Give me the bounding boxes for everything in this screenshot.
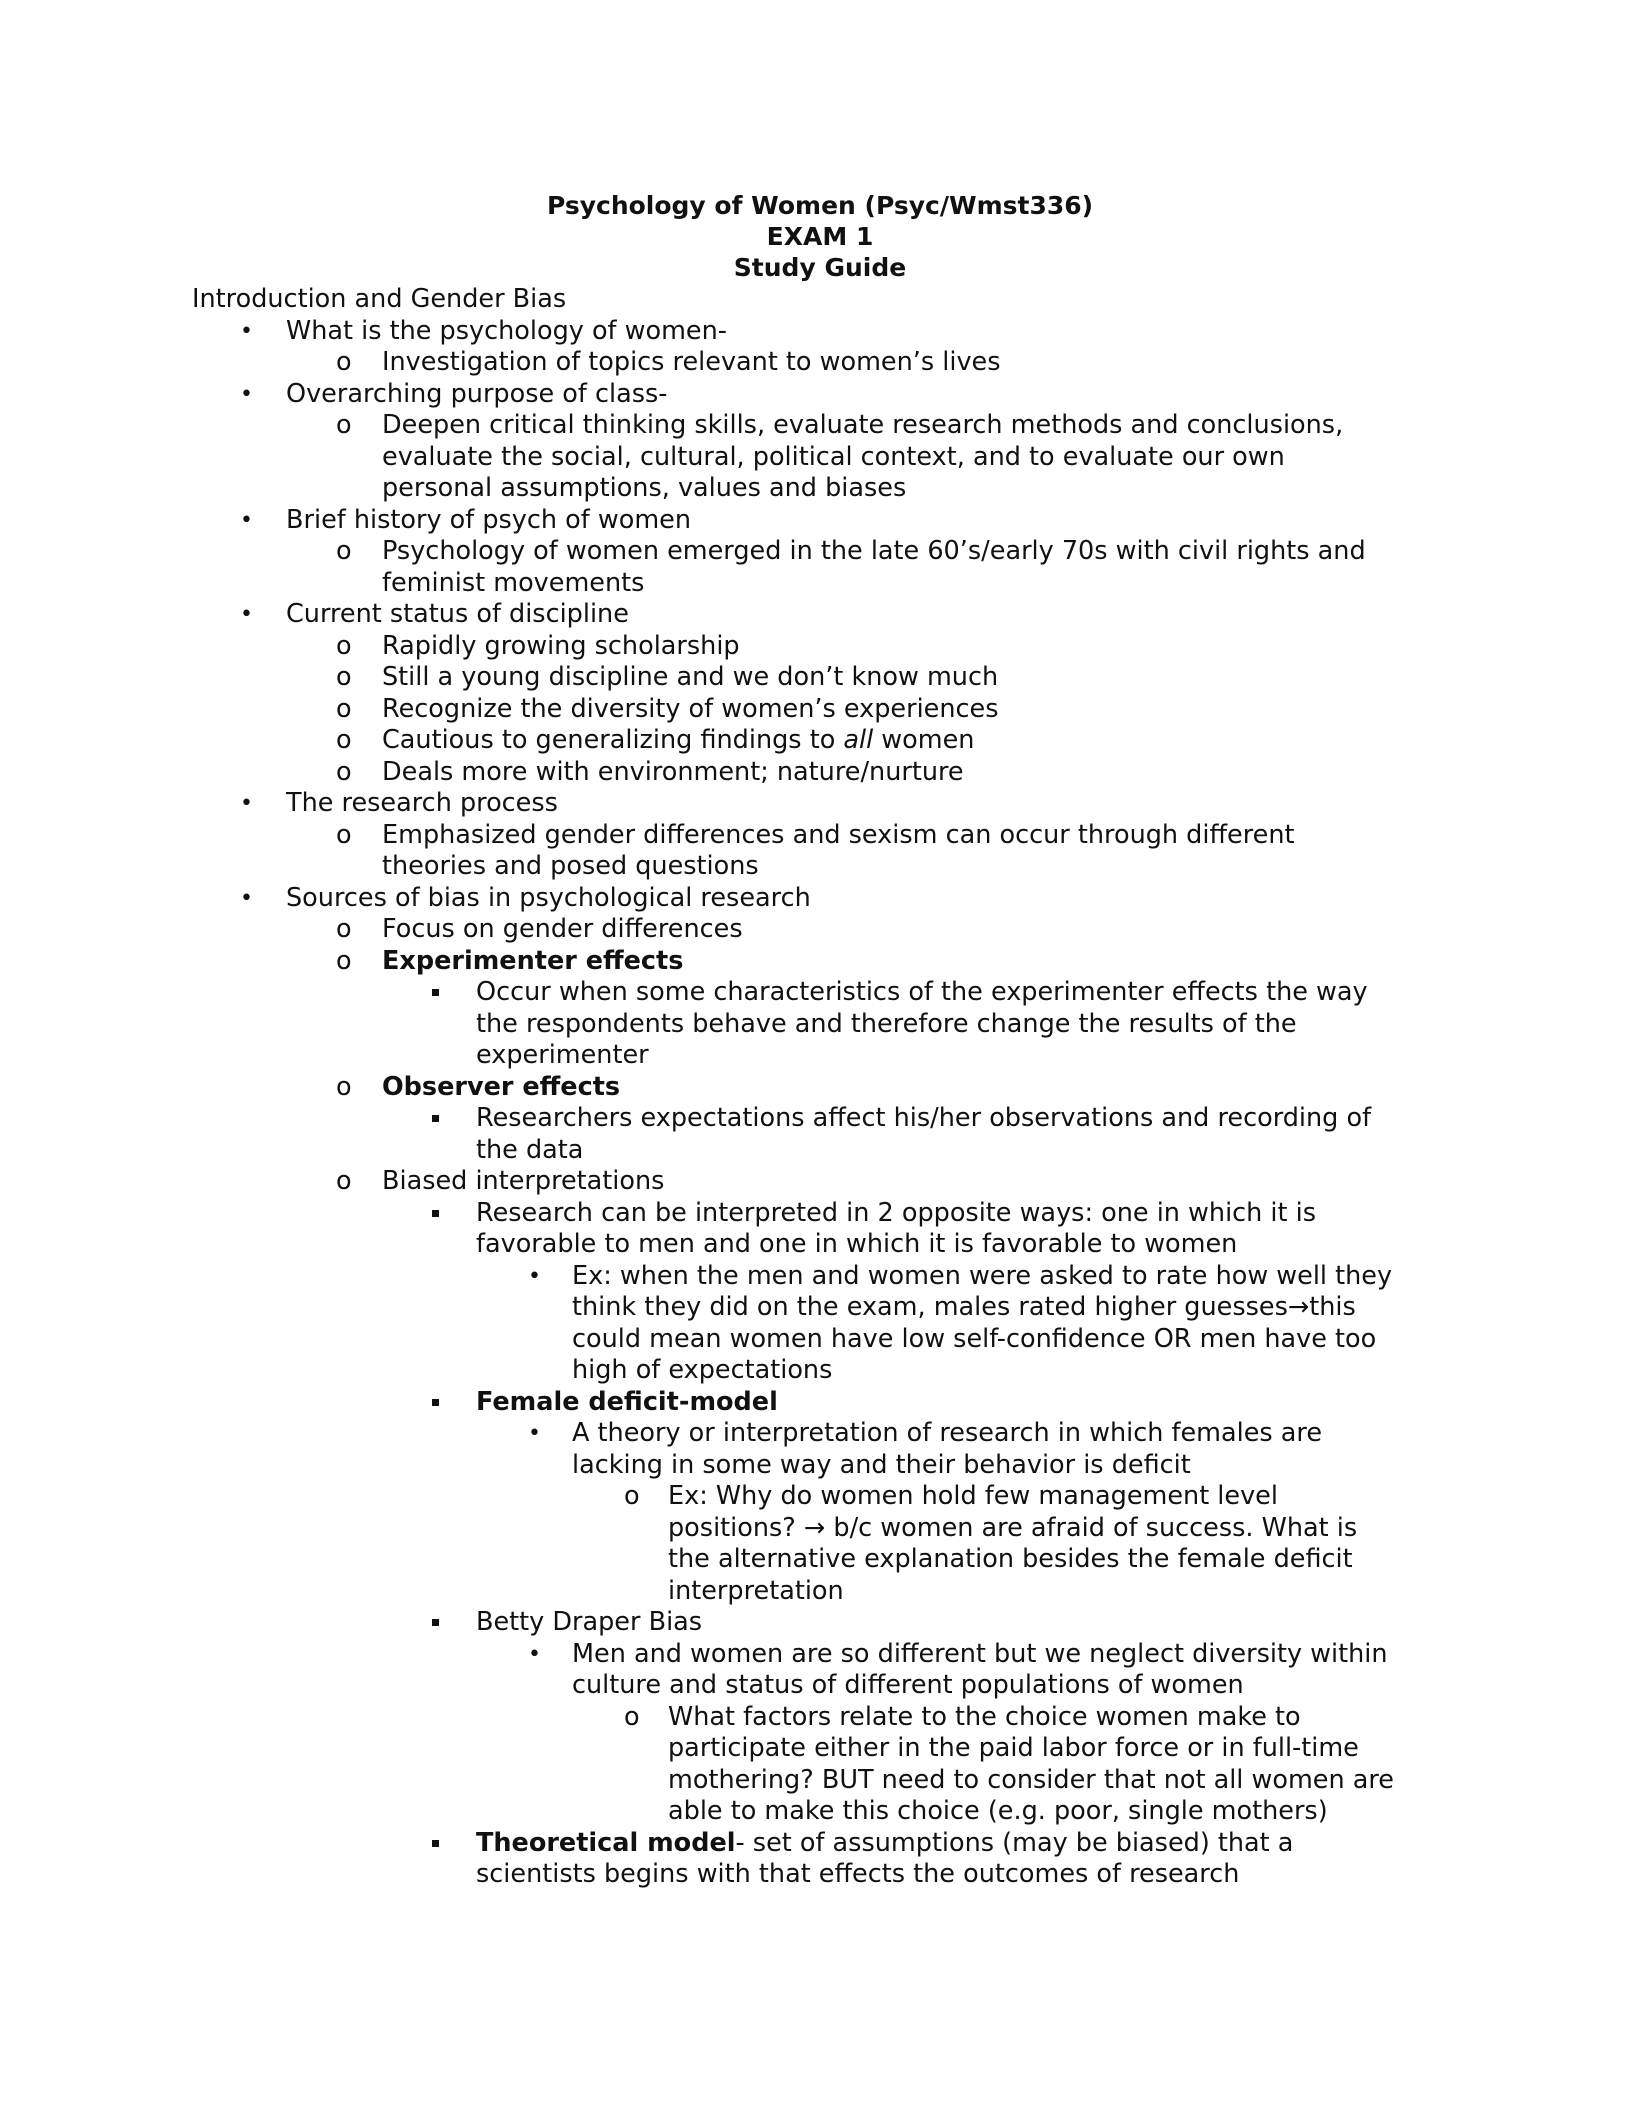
list-item: • Current status of discipline [240, 599, 629, 629]
list-item-continuation: the alternative explanation besides the female deficit [668, 1544, 1353, 1574]
list-item-continuation: personal assumptions, values and biases [382, 473, 907, 503]
document-subtitle: Study Guide [733, 253, 907, 282]
bullet-marker: • [240, 507, 253, 533]
circle-marker: o [336, 662, 352, 692]
list-item: Female deficit-model [192, 1387, 1472, 1419]
list-item: Theoretical model- set of assumptions (may be biased) that a [192, 1828, 1472, 1860]
list-item: Betty Draper Bias [192, 1607, 1472, 1639]
list-item-continuation: interpretation [668, 1575, 844, 1606]
list-item: o Investigation of topics relevant to women’s lives [336, 347, 1001, 377]
square-bullet-icon [432, 1387, 439, 1419]
list-item: Occur when some characteristics of the experimenter effects the way [192, 977, 1472, 1009]
exam-label: EXAM 1 [766, 222, 874, 251]
list-item: o Emphasized gender differences and sexism can occur through different [336, 819, 1295, 850]
list-item-continuation: culture and status of different populations of women [572, 1670, 1244, 1700]
circle-marker: o [336, 1071, 352, 1102]
list-item: • Men and women are so different but we neglect diversity within [528, 1638, 1388, 1669]
circle-marker: o [336, 914, 352, 944]
bullet-marker: • [240, 602, 253, 627]
list-item: o Psychology of women emerged in the late 60’s/early 70s with civil rights and [336, 536, 1366, 566]
circle-marker: o [336, 756, 352, 787]
list-item-continuation: lacking in some way and their behavior is deficit [572, 1449, 1191, 1480]
document-header [0, 190, 1640, 283]
square-bullet-icon [432, 1103, 439, 1135]
square-bullet-icon [432, 1198, 439, 1230]
square-bullet-icon [432, 977, 439, 1009]
list-item: o Experimenter effects [336, 945, 684, 976]
list-item: o Cautious to generalizing findings to all women [336, 725, 975, 755]
section-heading: Introduction and Gender Bias [192, 284, 567, 314]
list-item-continuation: high of expectations [572, 1355, 833, 1385]
list-item-continuation: think they did on the exam, males rated higher guesses→this [572, 1292, 1356, 1322]
bullet-marker: • [240, 791, 253, 816]
list-item-continuation: mothering? BUT need to consider that not all women are [668, 1764, 1394, 1795]
list-item: o Deals more with environment; nature/nurture [336, 756, 964, 787]
list-item-continuation: the data [476, 1134, 584, 1165]
list-item: o Observer effects [336, 1071, 621, 1102]
list-item: • Sources of bias in psychological research [240, 882, 811, 913]
bullet-marker: • [528, 1421, 541, 1446]
list-item: • Overarching purpose of class- [240, 378, 668, 409]
circle-marker: o [336, 536, 352, 566]
circle-marker: o [624, 1481, 640, 1511]
circle-marker: o [336, 1166, 352, 1196]
list-item: o Ex: Why do women hold few management level [624, 1481, 1278, 1511]
circle-marker: o [336, 410, 352, 440]
bullet-marker: • [240, 381, 253, 407]
list-item: • What is the psychology of women- [240, 315, 727, 346]
list-item: o What factors relate to the choice women make to [624, 1701, 1301, 1732]
list-item-continuation: positions? → b/c women are afraid of success. What is [668, 1512, 1358, 1543]
list-item: o Recognize the diversity of women’s experiences [336, 693, 999, 724]
circle-marker: o [336, 725, 352, 755]
square-bullet-icon [432, 1828, 439, 1860]
list-item: o Still a young discipline and we don’t know much [336, 662, 999, 692]
list-item-continuation: able to make this choice (e.g. poor, single mothers) [668, 1796, 1328, 1826]
list-item-continuation: could mean women have low self-confidence OR men have too [572, 1323, 1377, 1354]
list-item: Research can be interpreted in 2 opposite ways: one in which it is [192, 1198, 1472, 1230]
circle-marker: o [336, 693, 352, 724]
list-item-continuation: experimenter [476, 1040, 649, 1070]
list-item-continuation: feminist movements [382, 567, 645, 598]
list-item: • The research process [240, 788, 558, 818]
list-item: • Brief history of psych of women [240, 504, 692, 535]
square-bullet-icon [432, 1607, 439, 1639]
list-item-continuation: theories and posed questions [382, 851, 759, 881]
list-item-continuation: participate either in the paid labor force or in full-time [668, 1733, 1359, 1763]
list-item: • A theory or interpretation of research in which females are [528, 1418, 1323, 1448]
circle-marker: o [336, 630, 352, 661]
document-title: Psychology of Women (Psyc/Wmst336) [546, 191, 1094, 220]
bullet-marker: • [240, 885, 253, 911]
list-item-continuation: favorable to men and one in which it is favorable to women [476, 1229, 1238, 1259]
list-item: Researchers expectations affect his/her observations and recording of [192, 1103, 1472, 1135]
list-item-continuation: the respondents behave and therefore change the results of the [476, 1008, 1297, 1039]
circle-marker: o [336, 945, 352, 976]
circle-marker: o [336, 347, 352, 377]
list-item: o Rapidly growing scholarship [336, 630, 740, 661]
list-item: o Focus on gender differences [336, 914, 743, 944]
bullet-marker: • [240, 318, 253, 344]
list-item: o Biased interpretations [336, 1166, 665, 1196]
bullet-marker: • [528, 1263, 541, 1289]
circle-marker: o [336, 819, 352, 850]
list-item-continuation: evaluate the social, cultural, political context, and to evaluate our own [382, 441, 1285, 472]
list-item-continuation: scientists begins with that effects the outcomes of research [476, 1859, 1240, 1889]
circle-marker: o [624, 1701, 640, 1732]
study-guide-outline [192, 284, 1472, 1891]
list-item: • Ex: when the men and women were asked to rate how well they [528, 1260, 1393, 1291]
list-item: o Deepen critical thinking skills, evaluate research methods and conclusions, [336, 410, 1344, 440]
bullet-marker: • [528, 1641, 541, 1667]
